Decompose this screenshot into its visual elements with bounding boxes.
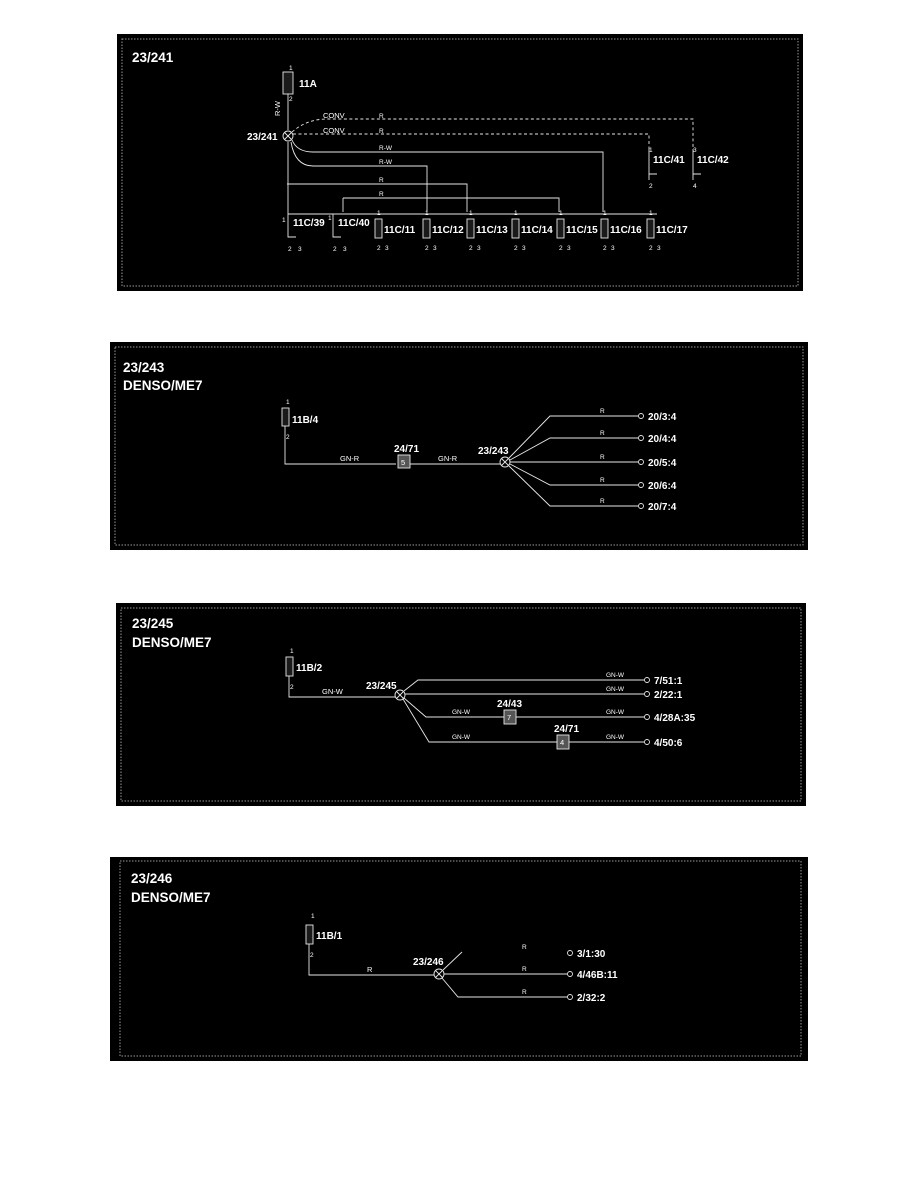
fuses-0-pins-1-label: 2 xyxy=(377,245,381,252)
branches-2-wire-label: GN-W xyxy=(606,709,625,716)
splice-23-241 xyxy=(247,131,293,143)
fuse-label-label: 11B/2 xyxy=(296,663,323,674)
relays-0-label-label: 11C/41 xyxy=(653,155,685,166)
branch-4-28A-35 xyxy=(452,699,696,724)
relays-2-pins-0-label: 1 xyxy=(282,217,286,224)
diagram-panel-23-246 xyxy=(110,857,808,1061)
wire-labels-7-label: R xyxy=(379,191,384,198)
branches-3-wire-label: GN-W xyxy=(606,734,625,741)
relays-2-pins-1-label: 2 xyxy=(288,246,292,253)
branches-4-wire-label: R xyxy=(600,498,605,505)
relays-2-pins-2-label: 3 xyxy=(298,246,302,253)
wire-mid-label: GN-R xyxy=(438,454,458,463)
fuses-1-pins-0-label: 1 xyxy=(425,210,429,217)
diagram-23-243 xyxy=(110,342,808,550)
fuses-5-pins-0-label: 1 xyxy=(603,210,607,217)
splice-label: 23/245 xyxy=(366,681,397,692)
branch-20-4-4 xyxy=(600,430,677,445)
title-label: 23/245 xyxy=(132,616,174,631)
relays-1-pins-1-label: 4 xyxy=(693,183,697,190)
branch-7-51-1 xyxy=(606,672,683,687)
title-label: 23/246 xyxy=(131,871,173,886)
diagram-23-246 xyxy=(110,857,808,1061)
relays-1-label-label: 11C/42 xyxy=(697,155,729,166)
fuse-11C-11 xyxy=(375,210,416,252)
branches-2-wire-a-label: GN-W xyxy=(452,709,471,716)
fuse-11B-1 xyxy=(306,913,343,959)
fuse-label-label: 11B/1 xyxy=(316,931,343,942)
branches-2-dest-label: 2/32:2 xyxy=(577,993,606,1004)
fuse-11C-13 xyxy=(467,210,508,252)
fuses-4-pins-1-label: 2 xyxy=(559,245,563,252)
branches-1-wire-label: GN-W xyxy=(606,686,625,693)
branches-1-dest-label: 20/4:4 xyxy=(648,434,677,445)
fuse-11C-15 xyxy=(557,210,598,252)
branches-2-pin-label: 7 xyxy=(507,713,512,722)
fuse-11B-4 xyxy=(282,399,319,441)
relays-3-pins-0-label: 1 xyxy=(328,215,332,222)
branch-4-46B-11 xyxy=(522,966,618,981)
fuses-3-pins-1-label: 2 xyxy=(514,245,518,252)
fuses-3-pins-2-label: 3 xyxy=(522,245,526,252)
relay-11C-40 xyxy=(328,214,370,253)
splice-label: 23/243 xyxy=(478,446,509,457)
fuse-pin-bottom-label: 2 xyxy=(290,684,294,691)
fuse-main-label-label: 11A xyxy=(299,79,317,90)
branches-2-wire-label: R xyxy=(600,454,605,461)
branches-3-wire-label: R xyxy=(600,477,605,484)
fuses-2-pins-1-label: 2 xyxy=(469,245,473,252)
fuses-1-label-label: 11C/12 xyxy=(432,225,464,236)
title-label: 23/243 xyxy=(123,360,165,375)
diagram-panel-23-245 xyxy=(116,603,806,806)
branches-1-wire-label: R xyxy=(600,430,605,437)
branch-2-32-2 xyxy=(522,989,606,1004)
fuses-6-label-label: 11C/17 xyxy=(656,225,688,236)
relays-0-pins-0-label: 1 xyxy=(649,147,653,154)
wire-labels-1-label: CONV xyxy=(323,126,345,135)
branch-4-50-6 xyxy=(452,724,683,749)
branch-2-22-1 xyxy=(606,686,683,701)
branches-3-dest-label: 20/6:4 xyxy=(648,481,677,492)
fuse-11C-16 xyxy=(601,210,642,252)
branches-1-dest-label: 4/46B:11 xyxy=(577,970,618,981)
wire-in-label: R xyxy=(367,965,373,974)
branch-3-1-30 xyxy=(522,944,606,960)
branches-0-wire-label: GN-W xyxy=(606,672,625,679)
branches-1-dest-label: 2/22:1 xyxy=(654,690,683,701)
splice-23-246 xyxy=(413,957,444,979)
fuses-2-label-label: 11C/13 xyxy=(476,225,508,236)
fuse-main-pin-bottom-label: 2 xyxy=(289,96,293,103)
subtitle-label: DENSO/ME7 xyxy=(131,890,211,905)
fuse-11B-2 xyxy=(286,648,323,691)
fuses-5-label-label: 11C/16 xyxy=(610,225,642,236)
wire-labels-6-label: R xyxy=(379,177,384,184)
fuse-pin-top-label: 1 xyxy=(286,399,290,406)
fuse-pin-bottom-label: 2 xyxy=(286,434,290,441)
fuses-6-pins-0-label: 1 xyxy=(649,210,653,217)
wire-labels-2-label: R xyxy=(379,113,384,120)
branches-2-connector-label: 24/43 xyxy=(497,699,523,710)
subtitle-label: DENSO/ME7 xyxy=(132,635,212,650)
relays-3-label-label: 11C/40 xyxy=(338,218,370,229)
fuses-0-pins-0-label: 1 xyxy=(377,210,381,217)
fuses-4-pins-0-label: 1 xyxy=(559,210,563,217)
branches-4-dest-label: 20/7:4 xyxy=(648,502,677,513)
wire-labels-5-label: R-W xyxy=(379,159,392,166)
branches-0-wire-label: R xyxy=(522,944,527,951)
branches-3-connector-label: 24/71 xyxy=(554,724,580,735)
fuses-4-pins-2-label: 3 xyxy=(567,245,571,252)
diagram-panel-23-241 xyxy=(117,34,803,291)
fuse-main-pin-top-label: 1 xyxy=(289,65,293,72)
diagram-23-245 xyxy=(116,603,806,806)
wire-label-main: R-W xyxy=(273,101,282,116)
fuses-3-label-label: 11C/14 xyxy=(521,225,553,236)
branches-2-dest-label: 4/28A:35 xyxy=(654,713,696,724)
splice-label: 23/241 xyxy=(247,132,278,143)
relays-3-pins-1-label: 2 xyxy=(333,246,337,253)
fuse-11C-17 xyxy=(647,210,688,252)
fuse-11C-14 xyxy=(512,210,553,252)
wire-labels-0-label: CONV xyxy=(323,111,345,120)
fuses-5-pins-2-label: 3 xyxy=(611,245,615,252)
relay-11C-39 xyxy=(282,214,325,253)
fuse-pin-bottom-label: 2 xyxy=(310,952,314,959)
fuses-5-pins-1-label: 2 xyxy=(603,245,607,252)
connector-pin-label: 5 xyxy=(401,458,406,467)
branch-20-7-4 xyxy=(600,498,677,513)
branches-3-pin-label: 4 xyxy=(560,738,565,747)
relays-2-label-label: 11C/39 xyxy=(293,218,325,229)
fuses-3-pins-0-label: 1 xyxy=(514,210,518,217)
fuses-0-label-label: 11C/11 xyxy=(384,225,416,236)
wire-labels-4-label: R-W xyxy=(379,145,392,152)
fuses-2-pins-2-label: 3 xyxy=(477,245,481,252)
branches-0-dest-label: 3/1:30 xyxy=(577,949,606,960)
fuse-11C-12 xyxy=(423,210,464,252)
fuses-6-pins-1-label: 2 xyxy=(649,245,653,252)
subtitle-label: DENSO/ME7 xyxy=(123,378,203,393)
branch-20-3-4 xyxy=(600,408,677,423)
wire-labels-3-label: R xyxy=(379,128,384,135)
branch-20-5-4 xyxy=(600,454,677,469)
splice-label: 23/246 xyxy=(413,957,444,968)
relays-3-pins-2-label: 3 xyxy=(343,246,347,253)
branches-0-dest-label: 7/51:1 xyxy=(654,676,683,687)
panel-title: 23/241 xyxy=(132,50,174,65)
relays-0-pins-1-label: 2 xyxy=(649,183,653,190)
fuse-pin-top-label: 1 xyxy=(311,913,315,920)
branches-1-wire-label: R xyxy=(522,966,527,973)
diagram-23-241 xyxy=(117,34,803,291)
branches-3-dest-label: 4/50:6 xyxy=(654,738,683,749)
branch-20-6-4 xyxy=(600,477,677,492)
wire-in-label: GN-R xyxy=(340,454,360,463)
branches-2-dest-label: 20/5:4 xyxy=(648,458,677,469)
branches-0-dest-label: 20/3:4 xyxy=(648,412,677,423)
branches-3-wire-a-label: GN-W xyxy=(452,734,471,741)
fuse-pin-top-label: 1 xyxy=(290,648,294,655)
relays-1-pins-0-label: 3 xyxy=(693,147,697,154)
relay-11C-41 xyxy=(649,147,685,190)
fuses-6-pins-2-label: 3 xyxy=(657,245,661,252)
branches-2-wire-label: R xyxy=(522,989,527,996)
fuses-1-pins-1-label: 2 xyxy=(425,245,429,252)
fuses-2-pins-0-label: 1 xyxy=(469,210,473,217)
branches-0-wire-label: R xyxy=(600,408,605,415)
wire-in-label: GN-W xyxy=(322,687,343,696)
fuse-label-label: 11B/4 xyxy=(292,415,319,426)
diagram-panel-23-243 xyxy=(110,342,808,550)
fuses-0-pins-2-label: 3 xyxy=(385,245,389,252)
relay-11C-42 xyxy=(693,147,729,190)
fuses-4-label-label: 11C/15 xyxy=(566,225,598,236)
connector-label-label: 24/71 xyxy=(394,444,420,455)
fuses-1-pins-2-label: 3 xyxy=(433,245,437,252)
